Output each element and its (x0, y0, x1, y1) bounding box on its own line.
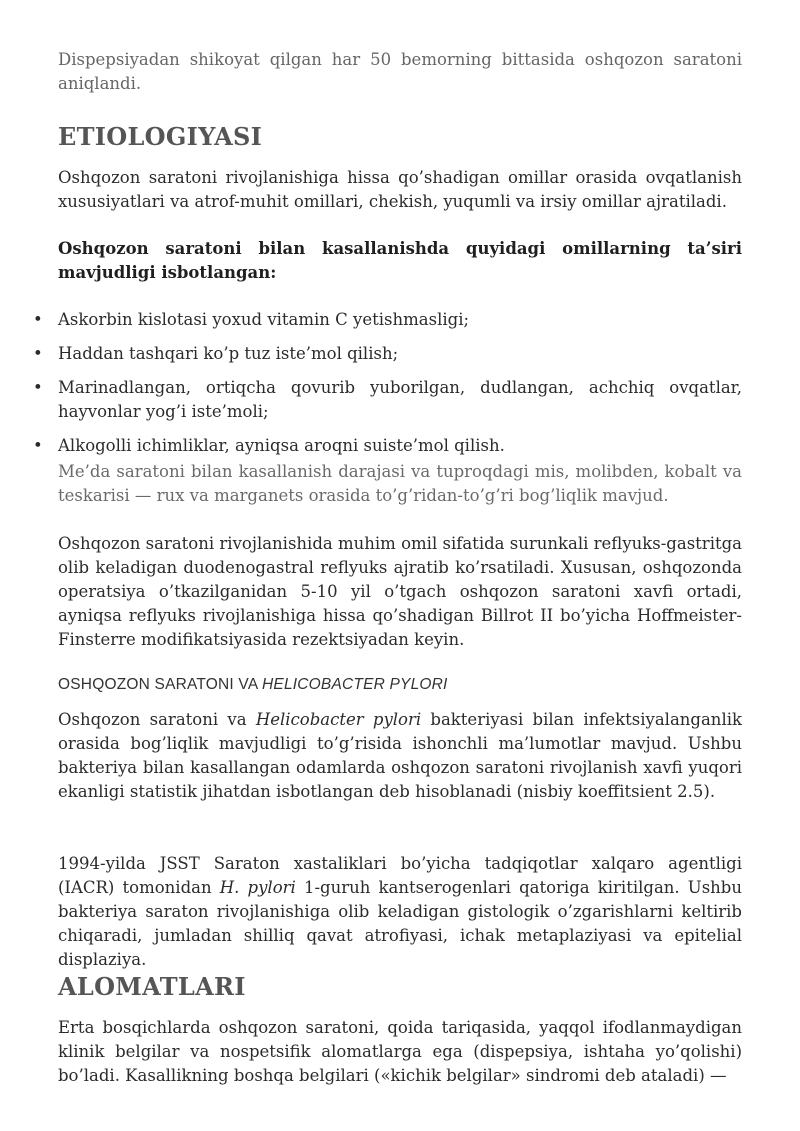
bullet-icon: • (33, 436, 43, 455)
etiology-heading: ETIOLOGIYASI (58, 122, 263, 151)
list-item (33, 342, 742, 366)
list-item-text: Marinadlangan, ortiqcha qovurib yuborilgan, dudlangan, achchiq ovqatlar, hayvonlar yog’i iste’moli; (58, 378, 742, 421)
paragraph-text: 1-guruh kantserogenlari qatoriga kiritilgan. Ushbu bakteriya saraton rivojlanishiga olib keladigan gistologik o’zgarishlarni keltirib chiqaradi, jumladan shilliq qavat atrofiyasi, ichak metaplaziyasi va epitelial displaziya. (58, 878, 743, 969)
factors-intro-bold: Oshqozon saratoni bilan kasallanishda quyidagi omillarning ta’siri mavjudligi isbotlangan: (58, 239, 742, 282)
etiology-paragraph-2: Oshqozon saratoni rivojlanishida muhim omil sifatida surunkali reflyuks-gastritga olib keladigan duodenogastral reflyuks ajratib ko’rsatiladi. Xususan, oshqozonda operatsiya o’tkazilganidan 5-10 yil o’tgach oshqozon saratoni xavfi ortadi, ayniqsa reflyuks rivojlanishiga hissa qo’shadigan Billrot II bo’yicha Hoffmeister-Finsterre modifikatsiyasida rezektsiyadan keyin. (58, 534, 742, 649)
symptoms-heading: ALOMATLARI (58, 972, 246, 1001)
symptoms-paragraph: Erta bosqichlarda oshqozon saratoni, qoida tariqasida, yaqqol ifodlanmaydigan klinik belgilar va nospetsifik alomatlarga ega (dispepsiya, ishtaha yo’qolishi) bo’ladi. Kasallikning boshqa belgilari («kichik belgilar» sindromi deb ataladi) — (58, 1018, 742, 1085)
list-item-text: Haddan tashqari ko’p tuz iste’mol qilish; (58, 344, 399, 363)
paragraph-text: 1994-yilda JSST Saraton xastaliklari bo’yicha tadqiqotlar xalqaro agentligi (IACR) tomonidan (58, 854, 742, 897)
bullet-icon: • (33, 344, 43, 363)
species-name-italic: Helicobacter pylori (255, 710, 422, 729)
hpylori-paragraph-1 (58, 708, 742, 804)
intro-paragraph: Dispepsiyadan shikoyat qilgan har 50 bemorning bittasida oshqozon saratoni aniqlandi. (58, 50, 742, 93)
list-item (33, 376, 742, 424)
paragraph-text: bakteriyasi bilan infektsiyalanganlik orasida bog’liqlik mavjudligi to’g’risida ishonchli ma’lumotlar mavjud. Ushbu bakteriya bilan kasallangan odamlarda oshqozon saratoni rivojlanish xavfi yuqori ekanligi statistik jihatdan isbotlangan deb hisoblanadi (nisbiy koeffitsient 2.5). (58, 710, 742, 801)
subhead-italic-text: HELICOBACTER PYLORI (262, 676, 448, 693)
risk-factors-list (33, 308, 742, 458)
paragraph-text: Oshqozon saratoni va (58, 710, 256, 729)
bullet-icon: • (33, 378, 43, 397)
soil-minerals-note: Me’da saratoni bilan kasallanish darajasi va tuproqdagi mis, molibden, kobalt va teskarisi — rux va marganets orasida to’g’ridan-to’g’ri bog’liqlik mavjud. (58, 462, 742, 505)
hpylori-paragraph-2 (58, 852, 742, 972)
bullet-icon: • (33, 310, 43, 329)
list-item-text: Askorbin kislotasi yoxud vitamin C yetishmasligi; (58, 310, 470, 329)
list-item (33, 434, 742, 458)
species-name-italic: H. pylori (219, 878, 296, 897)
list-item (33, 308, 742, 332)
list-item-text: Alkogolli ichimliklar, ayniqsa aroqni suiste’mol qilish. (58, 436, 505, 455)
hpylori-subheading (58, 675, 742, 695)
etiology-paragraph-1: Oshqozon saratoni rivojlanishiga hissa qo’shadigan omillar orasida ovqatlanish xususiyatlari va atrof-muhit omillari, chekish, yuqumli va irsiy omillar ajratiladi. (58, 168, 742, 211)
subhead-plain-text: OSHQOZON SARATONI VA (58, 676, 263, 693)
